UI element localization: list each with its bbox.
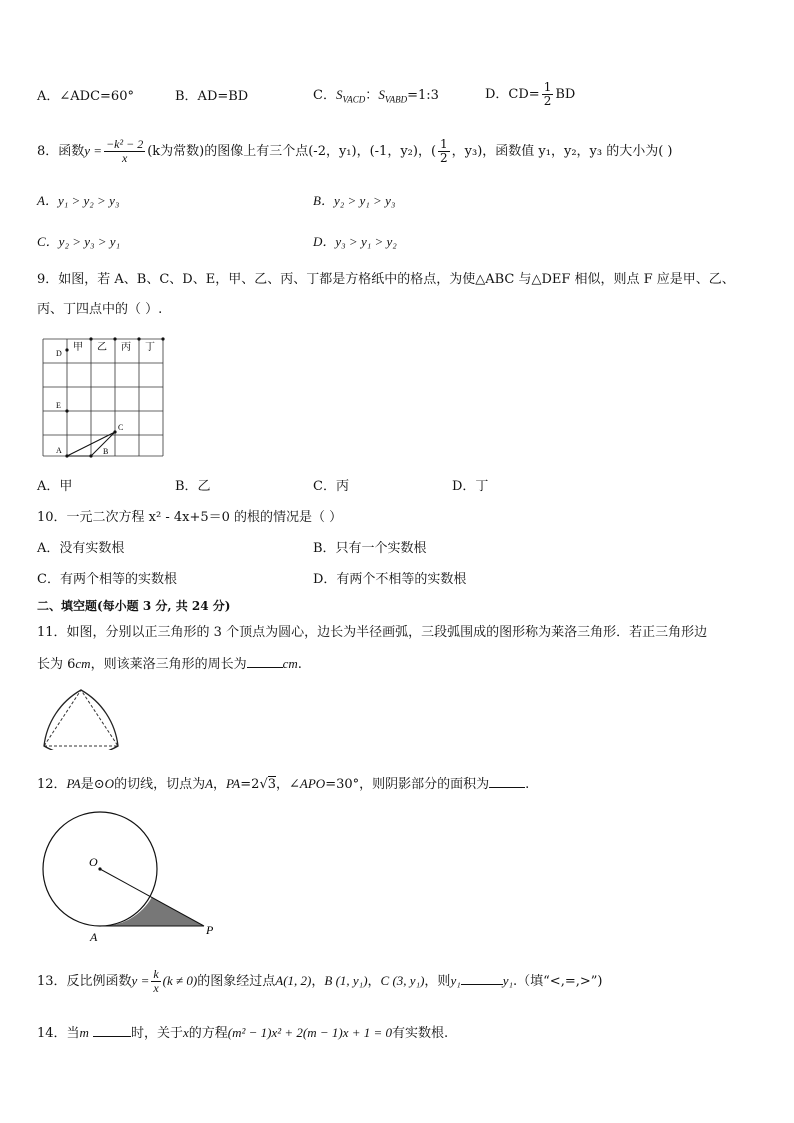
- q9-stem-line1: 9．如图，若 A、B、C、D、E，甲、乙、丙、丁都是方格纸中的格点，为使△ABC 与△DEF 相似，则点 F 应是甲、乙、: [37, 272, 735, 287]
- q12-circle-figure: [36, 810, 226, 945]
- q8-suffix: ，y₃)，函数值 y₁，y₂，y₃ 的大小为( ): [451, 144, 673, 159]
- q14-m: m: [79, 1025, 89, 1040]
- q7-c-ratio: =1:3: [407, 88, 439, 103]
- grid-label-bing: 丙: [121, 342, 131, 353]
- q11-unit2: cm: [282, 656, 298, 671]
- q12-t3: ，: [213, 777, 227, 792]
- q12-t2: 的切线，切点为: [114, 777, 206, 792]
- q10-option-b: B．只有一个实数根: [313, 541, 427, 556]
- q13-t4: ，则: [424, 974, 451, 989]
- q12-root: 3: [267, 777, 277, 792]
- q9-option-b: B．乙: [175, 479, 211, 494]
- q13-y-eq: y =: [131, 973, 150, 988]
- q8-mid: (k为常数)的图像上有三个点(-2，y₁)，(-1，y₂)，(: [147, 144, 437, 159]
- q13-cond: (k ≠ 0): [162, 973, 198, 988]
- q13-prefix: 13．反比例函数: [37, 974, 132, 989]
- q13-den: x: [153, 981, 159, 995]
- q13-t5: .（填“<,=,>”): [513, 974, 603, 989]
- q12-prefix: 12．: [37, 777, 67, 792]
- q12-apo: APO: [299, 776, 326, 791]
- q7-c-s2-sub: VABD: [384, 94, 408, 105]
- q7-option-b: B．AD=BD: [175, 89, 249, 104]
- q8-option-c: C．y₂ > y₃ > y₁: [37, 234, 121, 249]
- q7-option-c: [313, 86, 439, 109]
- q13-t3: ，: [367, 974, 381, 989]
- q8-half-num: 1: [440, 137, 448, 151]
- inner-triangle: [44, 690, 118, 746]
- q8-y-eq: y =: [84, 143, 103, 158]
- grid-label-d: D: [56, 349, 62, 358]
- q14-t3: 有实数根.: [392, 1026, 449, 1041]
- q13-t1: 的图象经过点: [197, 974, 276, 989]
- grid-label-jia: 甲: [73, 342, 83, 353]
- q14-equation: (m² − 1)x² + 2(m − 1)x + 1 = 0: [227, 1025, 393, 1040]
- q12-t7: .: [525, 777, 530, 792]
- q11-end: .: [297, 657, 302, 672]
- point-o: [98, 867, 101, 870]
- section-2-title: 二、填空题(每小题 3 分, 共 24 分): [37, 599, 231, 613]
- grid-label-ding: 丁: [145, 342, 155, 353]
- q7-d-fraction: [542, 81, 554, 108]
- grid-label-a: A: [56, 446, 62, 455]
- q8-fraction: [104, 138, 145, 165]
- q8-option-d: D．y₃ > y₁ > y₂: [313, 234, 397, 249]
- shaded-region: [100, 897, 204, 926]
- q7-c-s2: S: [378, 87, 385, 102]
- q7-option-a: A．∠ADC=60°: [37, 89, 134, 104]
- q12-answer-blank[interactable]: [489, 775, 525, 788]
- q11-stem-line1: 11．如图，分别以正三角形的 3 个顶点为圆心，边长为半径画弧，三段弧围成的图形称为莱洛三角形．若正三角形边: [37, 625, 708, 640]
- q7-d-den: 2: [543, 94, 552, 108]
- grid-label-b: B: [103, 447, 109, 456]
- q7-c-s1: S: [335, 87, 343, 102]
- q12-t4: =2: [240, 777, 260, 792]
- q7-d-suffix: BD: [555, 87, 576, 102]
- q8-prefix: 8．函数: [37, 144, 85, 159]
- q12-pa2: PA: [226, 776, 241, 791]
- q13-fraction: [151, 968, 160, 995]
- q9-option-c: C．丙: [313, 479, 349, 494]
- q9-option-a: A．甲: [37, 479, 73, 494]
- q9-option-d: D．丁: [452, 479, 489, 494]
- q13-point-b: B (1, y₁): [324, 973, 368, 988]
- q10-option-a: A．没有实数根: [37, 541, 125, 556]
- q11-stem-line2: [37, 655, 302, 674]
- q10-option-c: C．有两个相等的实数根: [37, 572, 177, 587]
- q11-unit: cm: [75, 656, 91, 671]
- q12-t1: 是⊙: [80, 777, 105, 792]
- q12-stem: [37, 775, 529, 794]
- q7-c-label: C．: [313, 88, 336, 103]
- q11-side-value: 长为 6: [37, 657, 76, 672]
- q7-option-d: [485, 80, 575, 110]
- q8-stem: [37, 134, 673, 169]
- q14-answer-blank[interactable]: [93, 1024, 131, 1037]
- q7-c-sep: ：: [365, 88, 379, 103]
- q14-prefix: 14．当: [37, 1026, 80, 1041]
- reuleaux-triangle-figure: [36, 686, 126, 750]
- q13-point-a: A(1, 2): [275, 973, 312, 988]
- q12-o: O: [104, 776, 115, 791]
- q14-t1: 时，关于: [130, 1026, 183, 1041]
- q7-d-label: D．CD=: [485, 87, 540, 102]
- grid-label-e: E: [56, 401, 61, 410]
- q13-num: k: [153, 967, 159, 981]
- q8-half-fraction: [438, 138, 450, 165]
- grid-label-c: C: [118, 423, 124, 432]
- q14-x: x: [182, 1025, 189, 1040]
- q9-stem-line2: 丙、丁四点中的（ ）.: [37, 302, 163, 317]
- q13-y1-second: y₁: [502, 973, 514, 988]
- q7-d-num: 1: [543, 80, 552, 94]
- q11-mid: ，则该莱洛三角形的周长为: [90, 657, 247, 672]
- q14-stem: [37, 1024, 448, 1043]
- q12-t6: =30°，则阴影部分的面积为: [325, 777, 490, 792]
- q8-option-b: B．y₂ > y₁ > y₃: [313, 193, 396, 208]
- q10-option-d: D．有两个不相等的实数根: [313, 572, 467, 587]
- q13-point-c: C (3, y₁): [380, 973, 425, 988]
- q14-t2: 的方程: [188, 1026, 228, 1041]
- q13-y1: y₁: [450, 973, 461, 988]
- q13-t2: ，: [311, 974, 325, 989]
- q8-half-den: 2: [440, 151, 448, 165]
- label-a: A: [90, 930, 98, 944]
- q8-num: −k² − 2: [106, 137, 144, 151]
- q11-answer-blank[interactable]: [247, 655, 283, 668]
- q9-grid-figure: [38, 334, 170, 462]
- q7-c-s1-sub: VACD: [342, 94, 366, 105]
- reuleaux-outline: [44, 690, 118, 750]
- label-p: P: [206, 923, 214, 937]
- q10-stem: 10．一元二次方程 x² - 4x+5＝0 的根的情况是（ ）: [37, 510, 343, 525]
- q13-stem: [37, 964, 602, 999]
- q12-t5: ，∠: [276, 777, 300, 792]
- label-o: O: [89, 855, 98, 869]
- q12-pa: PA: [66, 776, 81, 791]
- q8-den: x: [121, 151, 128, 165]
- q13-answer-blank[interactable]: [461, 972, 503, 985]
- q12-a: A: [205, 776, 214, 791]
- grid-label-yi: 乙: [97, 342, 107, 353]
- q8-option-a: A．y₁ > y₂ > y₃: [37, 193, 120, 208]
- q12-sqrt: √3: [259, 777, 277, 792]
